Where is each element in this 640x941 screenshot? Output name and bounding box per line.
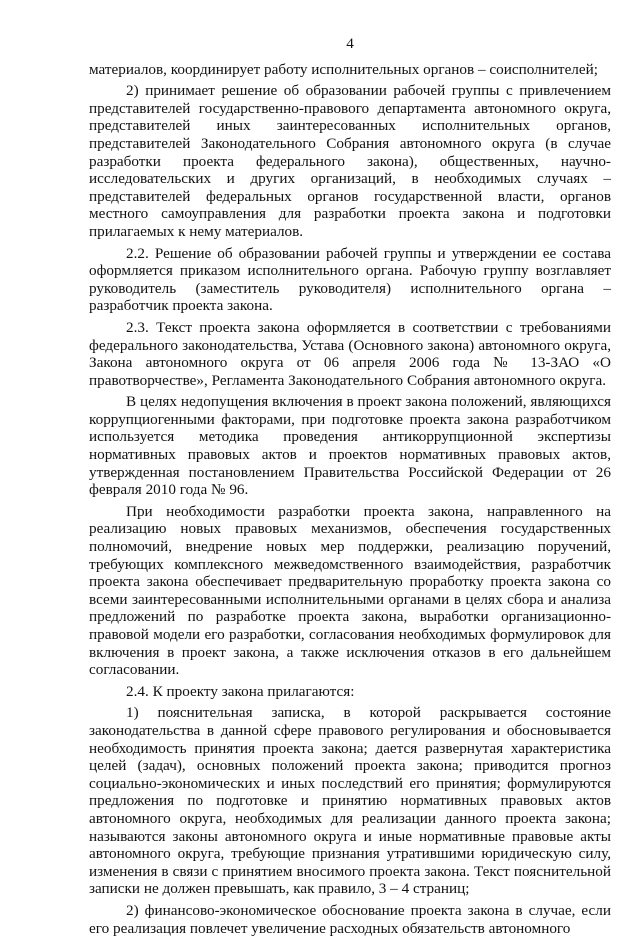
document-body xyxy=(89,61,611,938)
paragraph: 2) финансово-экономическое обоснование проекта закона в случае, если его реализация повлечет увеличение расходных обязательств автономного xyxy=(89,901,611,937)
document-page xyxy=(89,35,611,941)
page-number: 4 xyxy=(346,35,354,52)
paragraph: При необходимости разработки проекта закона, направленного на реализацию новых правовых механизмов, обеспечения государственных полномочий, внедрение новых мер поддержки, реализацию поручений, требующих комплексного межведомственного взаимодействия, разработчик проекта закона обеспечивает предварительную проработку проекта закона со всеми заинтересованными исполнительными органами в целях сбора и анализа предложений по разработке проекта закона, выработки организационно-правовой модели его разработки, согласования необходимых формулировок для включения в проект закона, а также исключения отказов в его дальнейшем согласовании. xyxy=(89,502,611,679)
paragraph: 2.2. Решение об образовании рабочей группы и утверждении ее состава оформляется приказом исполнительного органа. Рабочую группу возглавляет руководитель (заместитель руководителя) исполнительного органа – разработчик проекта закона. xyxy=(89,244,611,315)
paragraph: 2.4. К проекту закона прилагаются: xyxy=(126,682,355,700)
paragraph: 2) принимает решение об образовании рабочей группы с привлечением представителей государственно-правового департамента автономного округа, представителей иных заинтересованных исполнительных органов, представителей Законодательного Собрания автономного округа (в случае разработки проекта федерального закона), общественных, научно-исследовательских и других организаций, в необходимых случаях – представителей федеральных органов государственной власти, органов местного самоуправления для разработки проекта закона и подготовки прилагаемых к нему материалов. xyxy=(89,82,611,240)
paragraph: В целях недопущения включения в проект закона положений, являющихся коррупциогенными факторами, при подготовке проекта закона разработчиком используется методика проведения антикоррупционной экспертизы нормативных правовых актов и проектов нормативных правовых актов, утвержденная постановлением Правительства Российской Федерации от 26 февраля 2010 года № 96. xyxy=(89,393,611,499)
paragraph: материалов, координирует работу исполнительных органов – соисполнителей; xyxy=(89,60,598,78)
paragraph: 1) пояснительная записка, в которой раскрывается состояние законодательства в данной сфере правового регулирования и обосновывается необходимость принятия проекта закона; дается развернутая характеристика целей (задач), основных положений проекта закона; приводится прогноз социально-экономических и иных последствий его принятия; формулируются предложения по подготовке и принятию нормативных правовых актов автономного округа, необходимых для реализации данного проекта закона; называются законы автономного округа и иные нормативные правовые акты автономного округа, требующие признания утратившими юридическую силу, изменения в связи с принятием вносимого проекта закона. Текст пояснительной записки не должен превышать, как правило, 3 – 4 страниц; xyxy=(89,704,611,898)
paragraph: 2.3. Текст проекта закона оформляется в соответствии с требованиями федерального законодательства, Устава (Основного закона) автономного округа, Закона автономного округа от 06 апреля 2006 года № 13-ЗАО «О правотворчестве», Регламента Законодательного Собрания автономного округа. xyxy=(89,318,611,389)
